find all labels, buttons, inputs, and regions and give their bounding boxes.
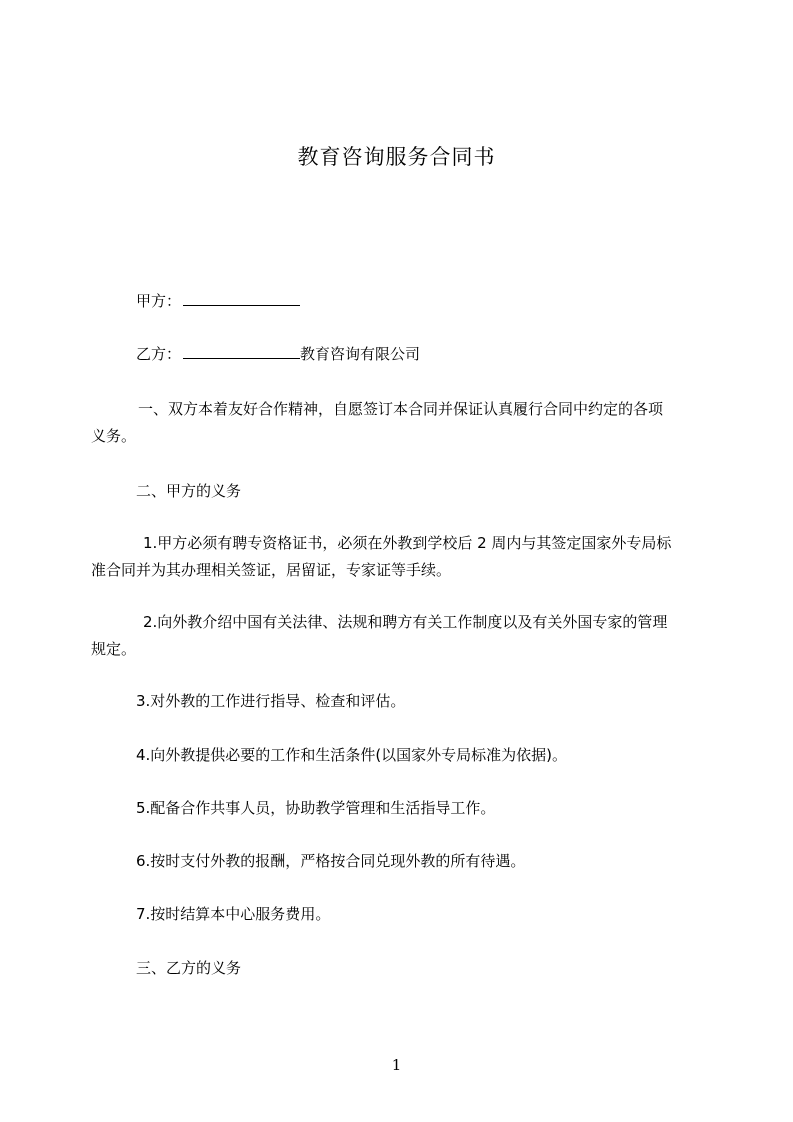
section-3-heading: 三、乙方的义务 (136, 959, 242, 977)
section-2-heading: 二、甲方的义务 (136, 482, 242, 500)
item-5: 5.配备合作共事人员，协助教学管理和生活指导工作。 (136, 799, 496, 817)
item-1-line-2: 准合同并为其办理相关签证，居留证，专家证等手续。 (91, 561, 452, 579)
item-2-line-1: 2.向外教介绍中国有关法律、法规和聘方有关工作制度以及有关外国专家的管理 (143, 613, 668, 631)
item-3: 3.对外教的工作进行指导、检查和评估。 (136, 692, 406, 710)
party-b-blank (183, 344, 300, 359)
page-number: 1 (391, 1056, 402, 1074)
item-1-line-1: 1.甲方必须有聘专资格证书，必须在外教到学校后 2 周内与其签定国家外专局标 (143, 534, 672, 552)
party-a-label: 甲方： (136, 292, 182, 310)
party-a-blank (183, 291, 300, 306)
party-b-label: 乙方： (136, 345, 182, 363)
item-7: 7.按时结算本中心服务费用。 (136, 905, 331, 923)
party-a-line (136, 291, 300, 311)
document-title: 教育咨询服务合同书 (297, 145, 496, 169)
clause-1-line-2: 义务。 (91, 427, 137, 445)
item-2-line-2: 规定。 (91, 640, 137, 658)
item-4: 4.向外教提供必要的工作和生活条件(以国家外专局标准为依据)。 (136, 746, 568, 764)
party-b-line (136, 344, 420, 364)
party-b-company-suffix: 教育咨询有限公司 (300, 345, 421, 363)
clause-1-line-1: 一、双方本着友好合作精神，自愿签订本合同并保证认真履行合同中约定的各项 (138, 400, 664, 418)
item-6: 6.按时支付外教的报酬，严格按合同兑现外教的所有待遇。 (136, 852, 526, 870)
